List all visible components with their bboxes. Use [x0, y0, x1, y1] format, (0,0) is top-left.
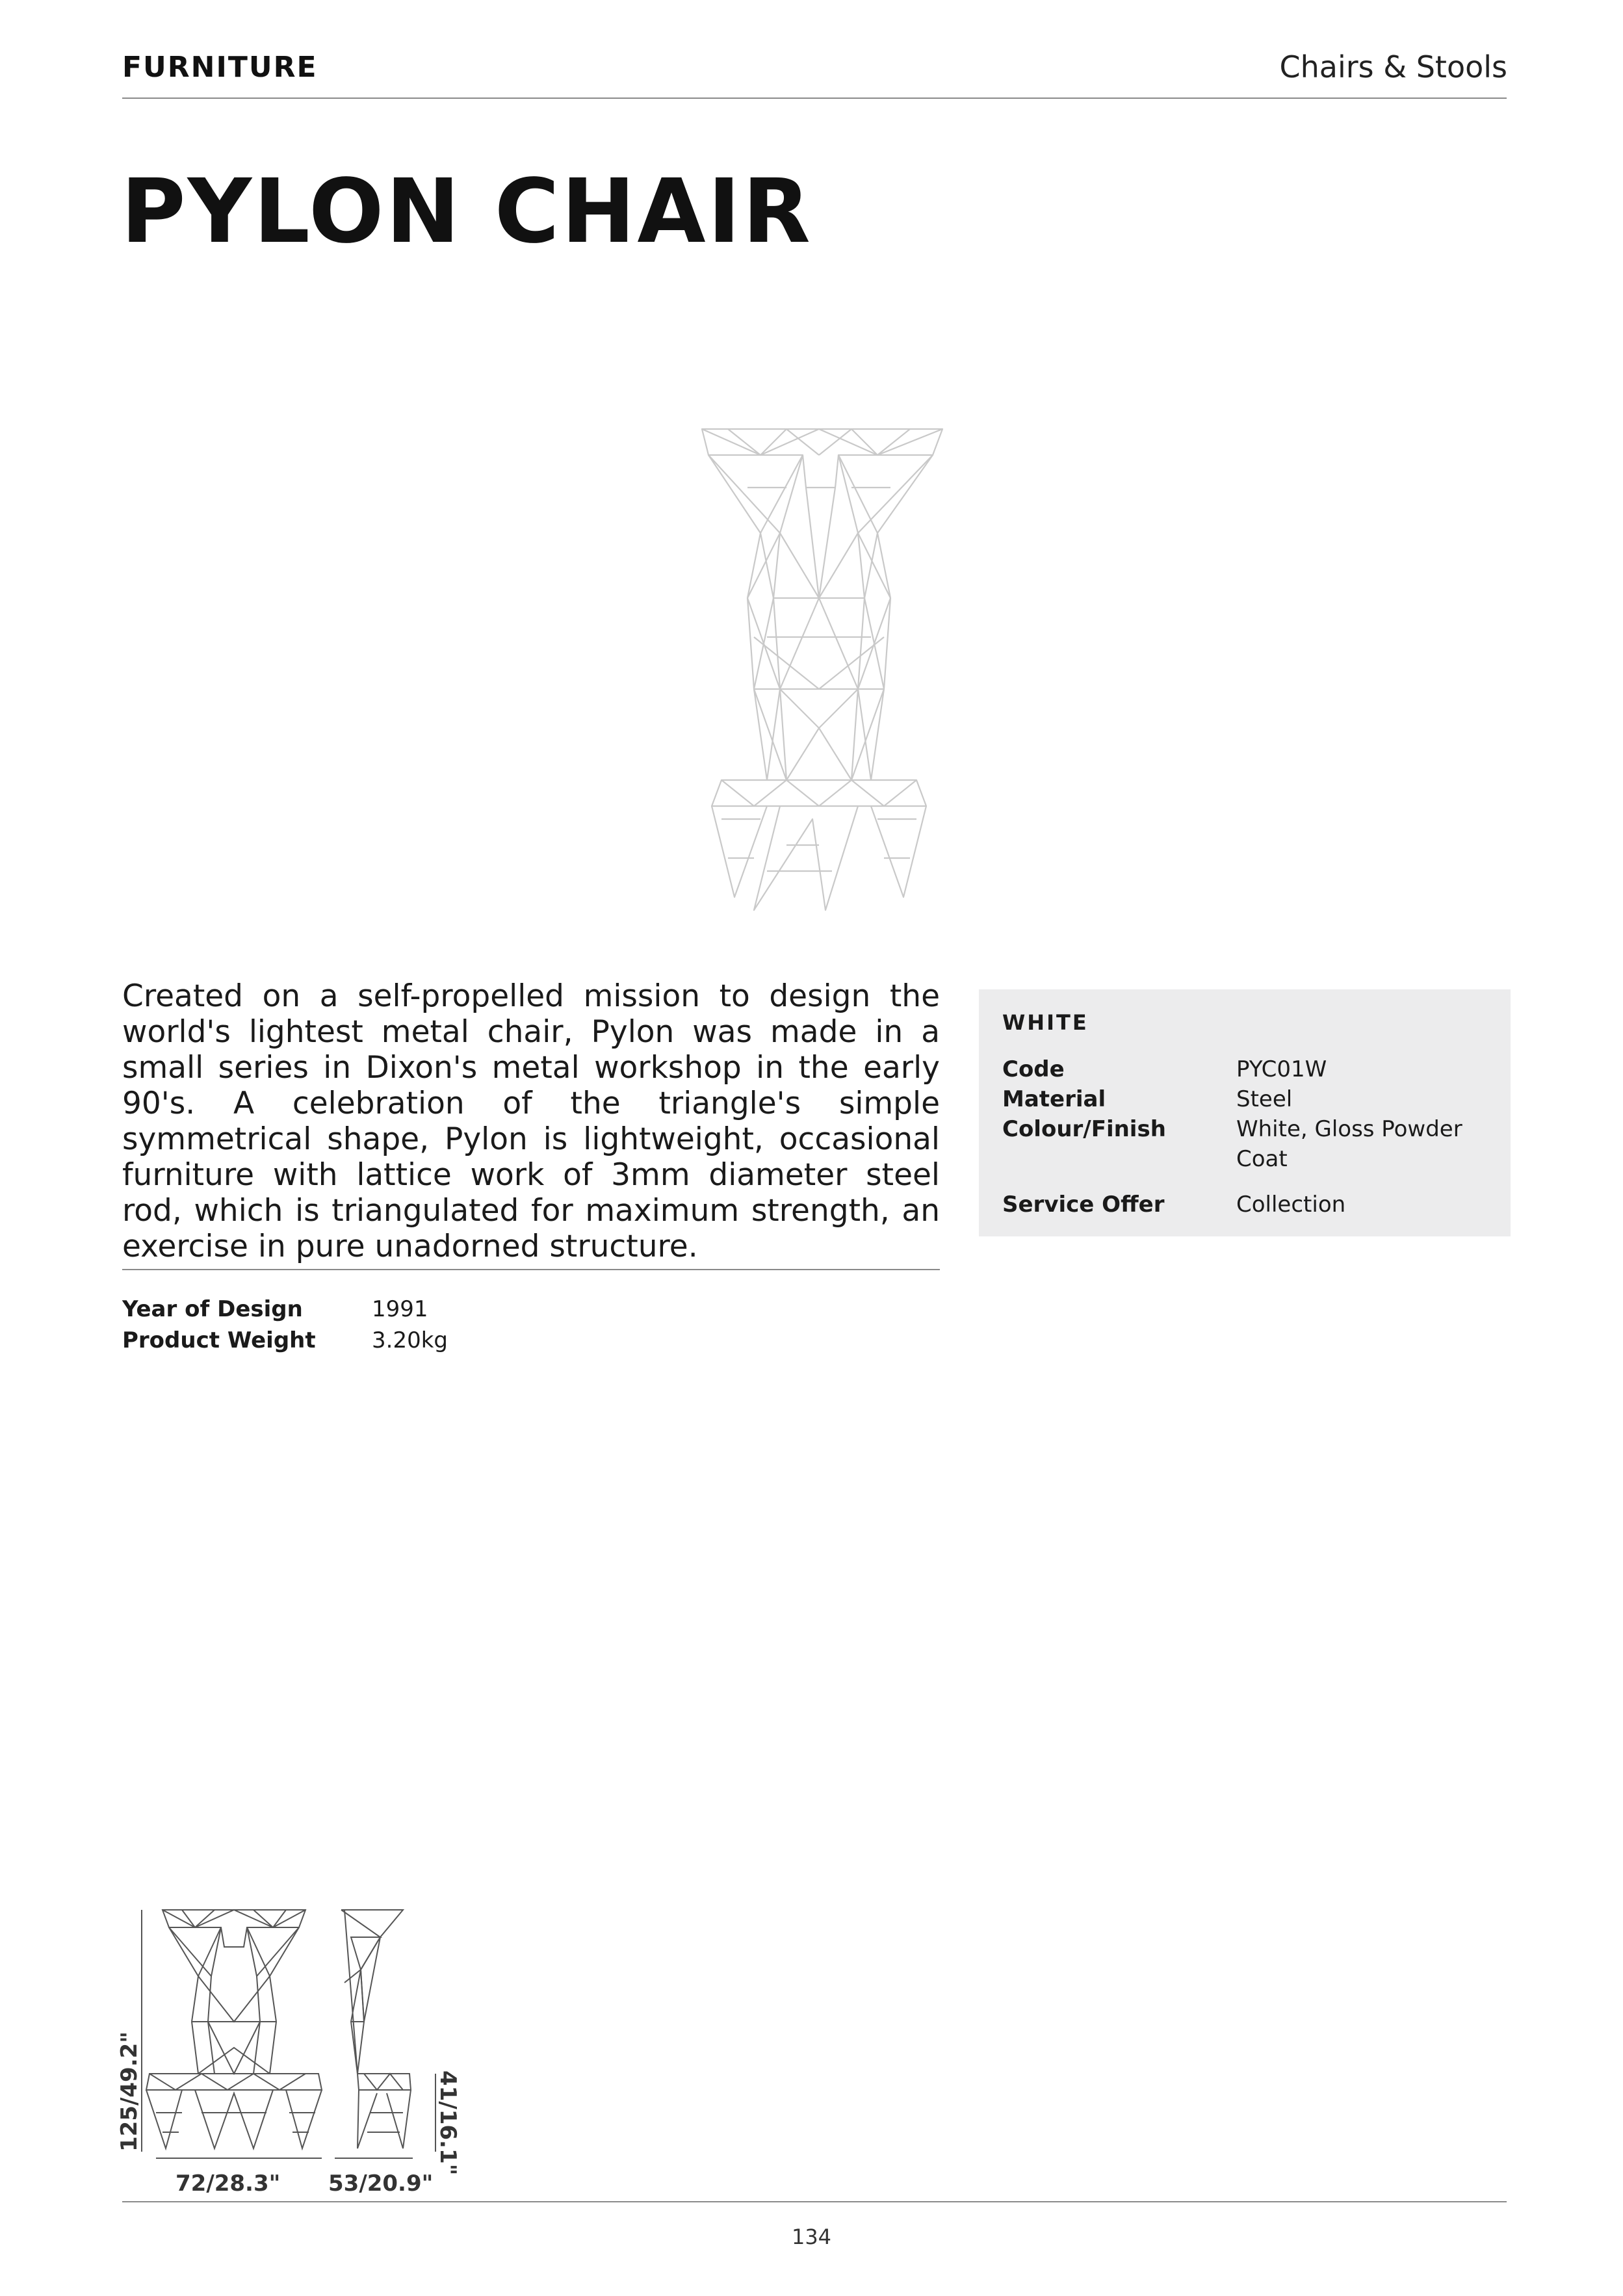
weight-value: 3.20kg — [372, 1327, 448, 1353]
year-value: 1991 — [372, 1296, 428, 1322]
variant-table — [1002, 1054, 1483, 1220]
variant-name: WHITE — [1002, 1010, 1089, 1035]
category-label: Chairs & Stools — [1279, 49, 1507, 85]
year-label: Year of Design — [122, 1296, 303, 1322]
code-label: Code — [1002, 1056, 1065, 1082]
product-specs — [122, 1294, 448, 1356]
side-view-drawing — [341, 1910, 411, 2148]
front-view-drawing — [146, 1910, 322, 2148]
page-title: PYLON CHAIR — [121, 161, 812, 263]
code-value: PYC01W — [1236, 1056, 1327, 1082]
footer-divider — [122, 2201, 1507, 2202]
height-dimension: 125/49.2" — [116, 2031, 142, 2152]
variant-panel — [979, 989, 1511, 1236]
product-description: Created on a self-propelled mission to design the world's lightest metal chair, Pylon was made in a small series in Dixon's metal workshop in the early 90's. A celebration of the triangle's simple symmetrical shape, Pylon is lightweight, occasional furniture with lattice work of 3mm diameter steel rod, which is triangulated for maximum strength, an exercise in pure unadorned structure. — [122, 978, 940, 1264]
seat-height-dimension: 41/16.1" — [435, 2070, 461, 2176]
weight-label: Product Weight — [122, 1327, 316, 1353]
section-label: FURNITURE — [122, 51, 318, 84]
variant-row-service — [1002, 1190, 1483, 1220]
header-divider — [122, 98, 1507, 99]
variant-row-material — [1002, 1084, 1483, 1114]
finish-label: Colour/Finish — [1002, 1116, 1166, 1142]
page-number: 134 — [791, 2224, 832, 2249]
description-divider — [122, 1269, 940, 1270]
dimension-drawings — [116, 1898, 481, 2197]
finish-value: White, Gloss Powder Coat — [1236, 1116, 1462, 1172]
variant-spacer — [1002, 1174, 1483, 1190]
width-dimension: 72/28.3" — [175, 2171, 281, 2197]
spec-row-year — [122, 1294, 448, 1325]
service-value: Collection — [1236, 1192, 1346, 1218]
depth-dimension: 53/20.9" — [328, 2171, 434, 2197]
product-image — [682, 416, 955, 913]
spec-row-weight — [122, 1325, 448, 1356]
material-label: Material — [1002, 1086, 1106, 1112]
material-value: Steel — [1236, 1086, 1293, 1112]
variant-row-finish — [1002, 1114, 1483, 1174]
service-label: Service Offer — [1002, 1192, 1165, 1218]
variant-row-code — [1002, 1054, 1483, 1084]
